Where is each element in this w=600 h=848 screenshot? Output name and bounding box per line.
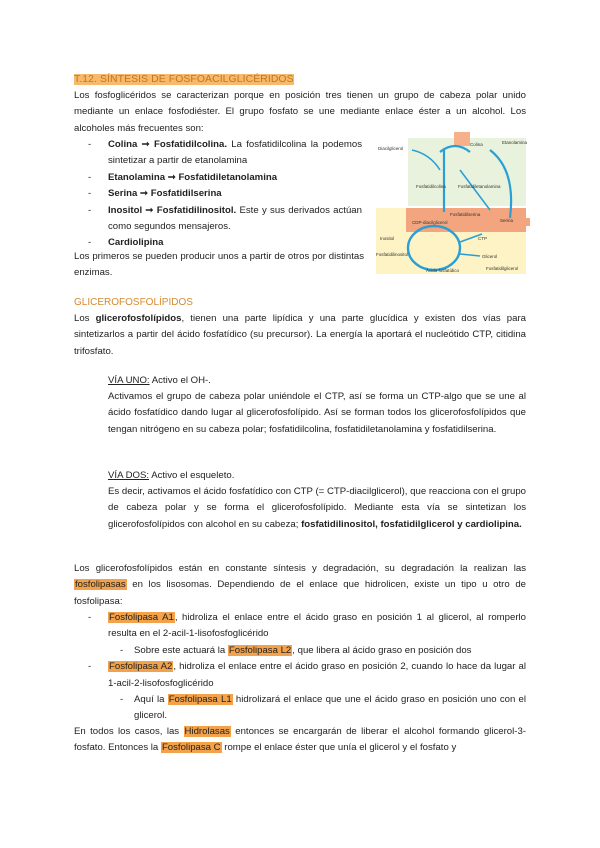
diagram-region-green	[408, 138, 526, 206]
diagram-label: Ácido fosfatídico	[426, 268, 460, 273]
diagram-icon	[454, 132, 470, 146]
sub-list	[74, 692, 526, 725]
list-item: - Inositol ➞ Fosfatidilinositol. Este y sus derivados actúan como segundos mensajeros.	[74, 203, 362, 236]
diagram-label: CTP	[478, 236, 487, 241]
degradation-paragraph: Los glicerofosfolípidos están en constante síntesis y degradación, su degradación la realizan las fosfolipasas en los lisosomas. Dependiendo de el enlace que hidrolicen, existe un tipo u otro de fosfolipasa:	[74, 563, 526, 607]
list-item: - Colina ➞ Fosfatidilcolina. La fosfatidilcolina la podemos sintetizar a partir de etanolamina	[74, 137, 362, 170]
diagram-label: Fosfatidilglicerol	[486, 266, 519, 271]
section-heading: GLICEROFOSFOLÍPIDOS	[74, 297, 193, 308]
via-uno-heading: VÍA UNO: Activo el OH-.	[108, 375, 211, 386]
diagram-label: Fosfatidilinositol	[376, 252, 409, 257]
list-item: - Fosfolipasa A2, hidroliza el enlace entre el ácido graso en posición 2, cuando lo hace da lugar al 1-acil-2-lisofosfoglicérido	[88, 661, 526, 689]
alcohols-note: Los primeros se pueden producir unos a partir de otros por distintas enzimas.	[74, 251, 364, 279]
intro-paragraph: Los fosfoglicéridos se caracterizan porque en posición tres tienen un grupo de cabeza polar unido mediante un enlace fosfodiéster. El grupo fosfato se une mediante enlace éster a un alcohol. Los alcoholes más frecuentes son:	[74, 90, 526, 134]
list-item: - Fosfolipasa A1, hidroliza el enlace entre el ácido graso en posición 1 al glicerol, al romperlo resulta en el 2-acil-1-lisofosfoglicérido	[88, 612, 526, 640]
diagram-label: Fosfatidilcolina	[416, 184, 446, 189]
list-item: - Serina ➞ Fosfatidilserina	[74, 186, 362, 202]
diagram-label: Fosfatidilserina	[450, 212, 481, 217]
via-uno-text: Activamos el grupo de cabeza polar uniéndole el CTP, así se forma un CTP-algo que se une al ácido fosfatídico dando lugar al glicerofosfolípido. Así se forman todos los glicerofosfolípidos que tengan nitrógeno en su cabeza polar; fosfatidilcolina, fosfatidiletanolamina y fosfatidilserina.	[108, 391, 526, 435]
phospholipase-list	[74, 610, 526, 725]
list-item: - Cardiolipina	[74, 235, 362, 251]
diagram-label: Colina	[470, 142, 483, 147]
final-paragraph: En todos los casos, las Hidrolasas entonces se encargarán de liberar el alcohol formando glicerol-3-fosfato. Entonces la Fosfolipasa C rompe el enlace éster que unía el glicerol y el fosfato y	[74, 726, 526, 754]
diagram-label: Diacilglicerol	[378, 146, 404, 151]
list-item: - Aquí la Fosfolipasa L1 hidrolizará el enlace que une el ácido graso en posición uno con el glicerol.	[104, 692, 526, 725]
alcohol-list	[74, 137, 362, 252]
diagram-label: Fosfatidiletanolamina	[458, 184, 501, 189]
page-title: T.12. SÍNTESIS DE FOSFOACILGLICÉRIDOS	[74, 74, 294, 85]
diagram-label: CDP-diacilglicerol	[412, 220, 448, 225]
via-dos-heading: VÍA DOS: Activo el esqueleto.	[108, 470, 235, 481]
list-item: - Etanolamina ➞ Fosfatidiletanolamina	[74, 170, 362, 186]
diagram-label: Inositol	[380, 236, 395, 241]
sub-list	[74, 643, 526, 659]
diagram-label: Etanolamina	[502, 140, 528, 145]
via-dos-text: Es decir, activamos el ácido fosfatídico con CTP (= CTP-diacilglicerol), que reacciona con el grupo de cabeza polar y se forma el glicerofosfolípido. Mediante esta vía se sintetizan los glicerofosfolípidos con alcohol en su cabeza; fosfatidilinositol, fosfatidilglicerol y cardiolipina.	[108, 486, 526, 530]
diagram-label: Glicerol	[482, 254, 498, 259]
list-item: - Sobre este actuará la Fosfolipasa L2, que libera al ácido graso en posición dos	[104, 643, 526, 659]
diagram-label: Serina	[500, 218, 514, 223]
synthesis-diagram	[370, 130, 532, 278]
glicero-paragraph: Los glicerofosfolípidos, tienen una parte lipídica y una parte glucídica y existen dos vías para sintetizarlos a partir del ácido fosfatídico (su precursor). La energía la aportará el nucleótido CTP, citidina trifosfato.	[74, 313, 526, 357]
